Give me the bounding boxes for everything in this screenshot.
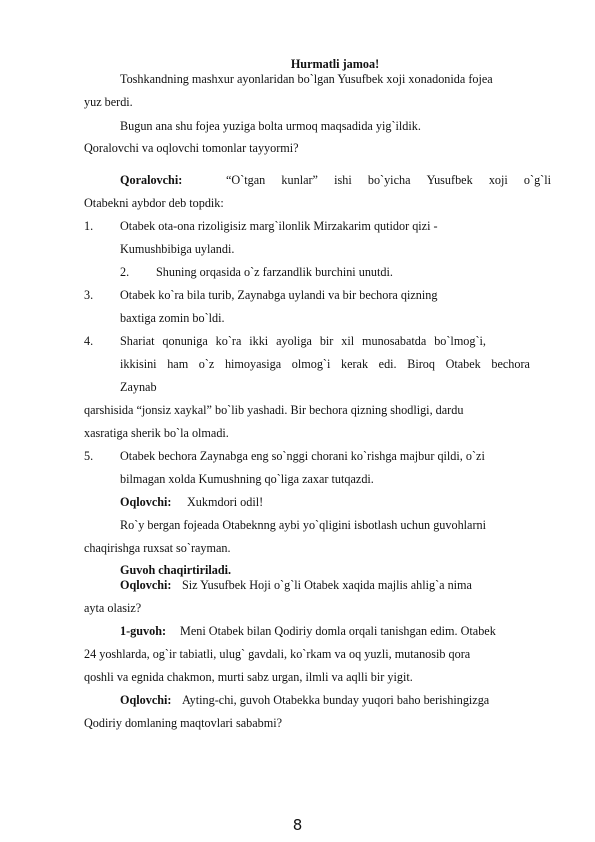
prosecutor-statement-word: o`g`li [523, 173, 551, 187]
list-item-4-line2-word: edi. [378, 357, 397, 371]
list-number-1: 1. [84, 219, 94, 233]
list-item-2: Shuning orqasida o`z farzandlik burchini unutdi. [156, 265, 393, 279]
defender-label-1: Oqlovchi: [120, 495, 172, 509]
list-item-4-line2 [120, 357, 530, 372]
witness-1-text-line1: Meni Otabek bilan Qodiriy domla orqali tanishgan edim. Otabek [180, 624, 496, 638]
list-item-5-line2: bilmagan xolda Kumushning qo`liga zaxar tutqazdi. [120, 472, 374, 486]
list-item-4-line2-word: Biroq [407, 357, 435, 371]
list-item-4-line1 [120, 334, 486, 349]
list-item-4-line2-word: kerak [340, 357, 369, 371]
list-item-4-line1-word: munosabatda [362, 334, 427, 348]
list-item-4-line2-word: Otabek [445, 357, 481, 371]
witness-1-text-line2: 24 yoshlarda, og`ir tabiatli, ulug` gavdali, ko`rkam va oq yuzli, mutanosib qora [84, 647, 471, 661]
paragraph-intro-line1: Toshkandning mashxur ayonlaridan bo`lgan Yusufbek xoji xonadonida fojea [120, 72, 493, 86]
list-number-5: 5. [84, 449, 94, 463]
list-number-3: 3. [84, 288, 94, 302]
list-item-4-line2-word: ham [167, 357, 189, 371]
list-item-1-line2: Kumushbibiga uylandi. [120, 242, 235, 256]
paragraph-question: Qoralovchi va oqlovchi tomonlar tayyormi? [84, 141, 299, 155]
list-item-4-line1-word: ikki [249, 334, 269, 348]
list-item-4-line2-word: bechora [491, 357, 530, 371]
defender-label-2: Oqlovchi: [120, 578, 172, 592]
defender-text-1: Xukmdori odil! [187, 495, 264, 509]
prosecutor-statement-word: xoji [488, 173, 508, 187]
list-item-1-line1: Otabek ota-ona rizoligisiz marg`ilonlik Mirzakarim qutidor qizi - [120, 219, 438, 233]
list-item-4-line1-word: xil [341, 334, 355, 348]
prosecutor-statement-word: bo`yicha [367, 173, 411, 187]
prosecutor-statement-word: ishi [334, 173, 352, 187]
prosecutor-statement-line1 [226, 173, 551, 188]
list-number-2: 2. [120, 265, 130, 279]
list-item-4-line4: qarshisida “jonsiz xaykal” bo`lib yashadi. Bir bechora qizning shodligi, dardu [84, 403, 464, 417]
list-item-4-line3: Zaynab [120, 380, 157, 394]
defender-text-3-line1: Ayting-chi, guvoh Otabekka bunday yuqori baho berishingizga [182, 693, 490, 707]
prosecutor-statement-line2: Otabekni aybdor deb topdik: [84, 196, 224, 210]
prosecutor-label: Qoralovchi: [120, 173, 183, 187]
list-number-4: 4. [84, 334, 94, 348]
paragraph-intro-line2: yuz berdi. [84, 95, 133, 109]
prosecutor-statement-word: Yusufbek [426, 173, 473, 187]
defender-text-3-line2: Qodiriy domlaning maqtovlari sababmi? [84, 716, 283, 730]
prosecutor-statement-word: kunlar” [281, 173, 318, 187]
list-item-4-line2-word: olmog`i [291, 357, 331, 371]
defender-text-2-line1: Siz Yusufbek Hoji o`g`li Otabek xaqida majlis ahlig`a nima [182, 578, 472, 592]
list-item-3-line2: baxtiga zomin bo`ldi. [120, 311, 225, 325]
list-item-4-line2-word: ikkisini [120, 357, 157, 371]
defender-text-2-line2: ayta olasiz? [84, 601, 142, 615]
list-item-4-line1-word: bir [319, 334, 334, 348]
prosecutor-statement-word: “O`tgan [226, 173, 266, 187]
list-item-3-line1: Otabek ko`ra bila turib, Zaynabga uylandi va bir bechora qizning [120, 288, 438, 302]
list-item-4-line1-word: ayoliga [276, 334, 312, 348]
document-title: Hurmatli jamoa! [290, 57, 380, 71]
witness-1-text-line3: qoshli va egnida chakmon, murti sabz urgan, ilmli va aqlli bir yigit. [84, 670, 413, 684]
page-number: 8 [292, 816, 303, 834]
witness-called: Guvoh chaqirtiriladi. [120, 563, 232, 577]
list-item-4-line5: xasratiga sherik bo`la olmadi. [84, 426, 229, 440]
list-item-4-line2-word: o`z [198, 357, 215, 371]
defender-request-line2: chaqirishga ruxsat so`rayman. [84, 541, 231, 555]
list-item-5-line1: Otabek bechora Zaynabga eng so`nggi chorani ko`rishga majbur qildi, o`zi [120, 449, 485, 463]
list-item-4-line1-word: Shariat [120, 334, 155, 348]
witness-1-label: 1-guvoh: [120, 624, 167, 638]
defender-label-3: Oqlovchi: [120, 693, 172, 707]
defender-request-line1: Ro`y bergan fojeada Otabeknng aybi yo`qligini isbotlash uchun guvohlarni [120, 518, 486, 532]
list-item-4-line1-word: ko`ra [215, 334, 242, 348]
list-item-4-line1-word: qonuniga [162, 334, 208, 348]
list-item-4-line1-word: bo`lmog`i, [434, 334, 486, 348]
list-item-4-line2-word: himoyasiga [224, 357, 282, 371]
paragraph-gather: Bugun ana shu fojea yuziga bolta urmoq maqsadida yig`ildik. [120, 119, 421, 133]
